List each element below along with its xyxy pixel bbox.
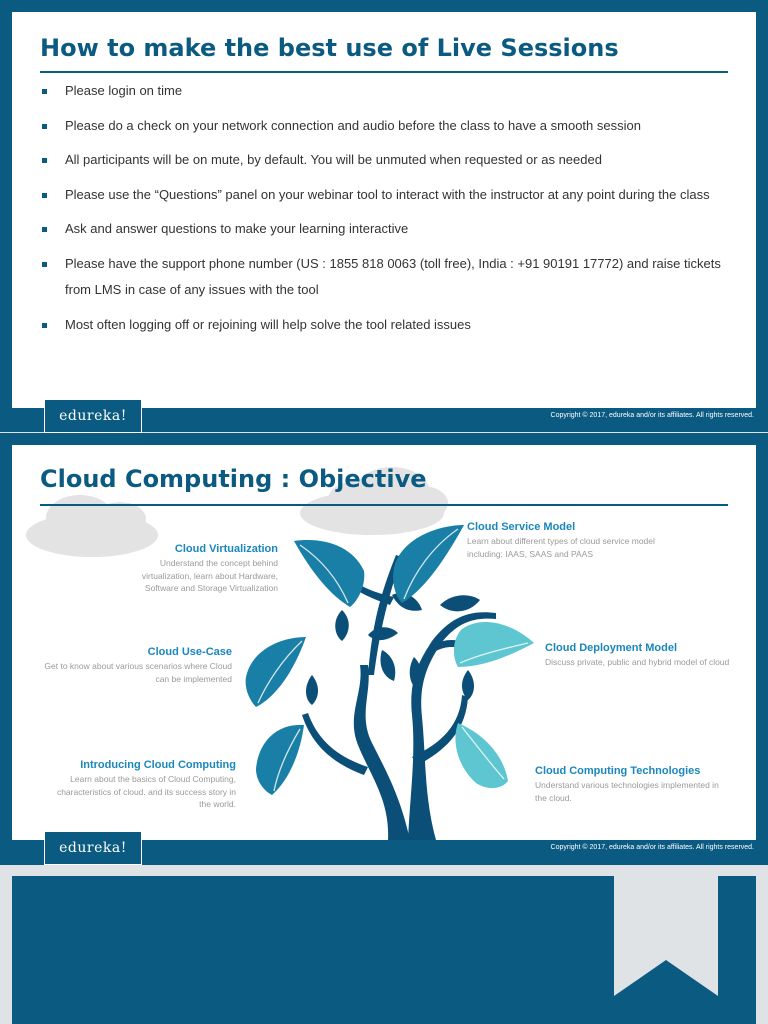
slide-content bbox=[12, 12, 756, 408]
slide-live-sessions bbox=[0, 0, 768, 432]
slide-title: How to make the best use of Live Sessions bbox=[40, 34, 619, 62]
bullet-icon bbox=[42, 323, 47, 328]
bullet-icon bbox=[42, 124, 47, 129]
slide-title: Cloud Computing : Objective bbox=[40, 465, 427, 493]
slide-cloud-objective bbox=[0, 433, 768, 865]
objective-introducing-cloud-computing: Introducing Cloud Computing Learn about the basics of Cloud Computing, characteristics of cloud. and its success story in the world. bbox=[56, 759, 236, 809]
list-item: Please use the “Questions” panel on your webinar tool to interact with the instructor at any point during the class bbox=[40, 182, 730, 209]
list-item: Please do a check on your network connection and audio before the class to have a smooth session bbox=[40, 113, 730, 140]
list-item: Ask and answer questions to make your learning interactive bbox=[40, 216, 730, 243]
copyright-text: Copyright © 2017, edureka and/or its affiliates. All rights reserved. bbox=[550, 844, 754, 851]
bookmark-icon bbox=[614, 876, 718, 1000]
list-item: Most often logging off or rejoining will help solve the tool related issues bbox=[40, 312, 730, 339]
bullet-list bbox=[40, 78, 730, 346]
title-divider bbox=[40, 504, 728, 506]
bullet-icon bbox=[42, 89, 47, 94]
edureka-logo: edureka! bbox=[44, 832, 142, 865]
slide-content bbox=[12, 445, 756, 840]
bullet-icon bbox=[42, 193, 47, 198]
bullet-icon bbox=[42, 158, 47, 163]
title-divider bbox=[40, 71, 728, 73]
bullet-icon bbox=[42, 227, 47, 232]
objective-cloud-use-case: Cloud Use-Case Get to know about various scenarios where Cloud can be implemented bbox=[44, 646, 232, 684]
list-item: Please have the support phone number (US : 1855 818 0063 (toll free), India : +91 90191 17772) and raise tickets from LMS in case of any issues with the tool bbox=[40, 251, 730, 304]
list-item: All participants will be on mute, by default. You will be unmuted when requested or as needed bbox=[40, 147, 730, 174]
objective-cloud-computing-technologies: Cloud Computing Technologies Understand various technologies implemented in the cloud. bbox=[535, 765, 719, 803]
bullet-icon bbox=[42, 262, 47, 267]
objective-cloud-deployment-model: Cloud Deployment Model Discuss private, public and hybrid model of cloud bbox=[545, 642, 730, 667]
edureka-logo: edureka! bbox=[44, 400, 142, 433]
objective-cloud-virtualization: Cloud Virtualization Understand the concept behind virtualization, learn about Hardware, Software and Storage Virtualization bbox=[141, 543, 278, 593]
slide-partial bbox=[12, 876, 756, 1024]
copyright-text: Copyright © 2017, edureka and/or its affiliates. All rights reserved. bbox=[550, 412, 754, 419]
objective-cloud-service-model: Cloud Service Model Learn about different types of cloud service model including: IAAS, SAAS and PAAS bbox=[467, 521, 655, 559]
list-item: Please login on time bbox=[40, 78, 730, 105]
